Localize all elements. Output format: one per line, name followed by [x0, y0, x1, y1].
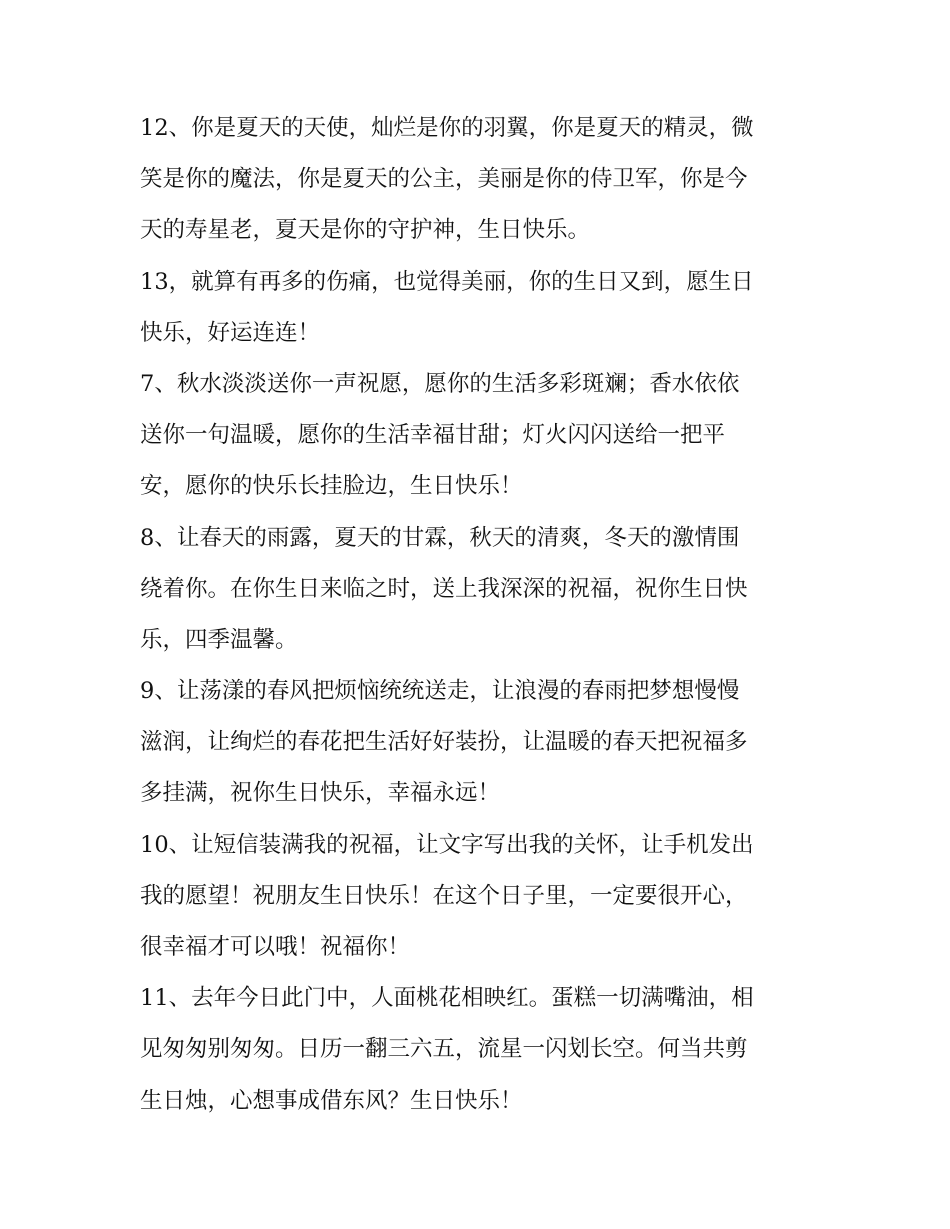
text-line: 生日烛，心想事成借东风？生日快乐！	[140, 1087, 523, 1114]
text-line: 绕着你。在你生日来临之时，送上我深深的祝福，祝你生日快	[140, 575, 748, 602]
text-line: 滋润，让绚烂的春花把生活好好装扮，让温暖的春天把祝福多	[140, 729, 748, 756]
text-line: 乐，四季温馨。	[140, 626, 298, 653]
text-line: 8、让春天的雨露，夏天的甘霖，秋天的清爽，冬天的激情围	[140, 524, 740, 551]
text-line: 12、你是夏天的天使，灿烂是你的羽翼，你是夏天的精灵，微	[140, 115, 754, 141]
text-line: 笑是你的魔法，你是夏天的公主，美丽是你的侍卫军，你是今	[140, 166, 748, 193]
text-line: 很幸福才可以哦！祝福你！	[140, 934, 411, 960]
text-line: 多挂满，祝你生日快乐，幸福永远！	[140, 780, 501, 807]
text-line: 安，愿你的快乐长挂脸边，生日快乐！	[140, 473, 523, 500]
text-line: 10、让短信装满我的祝福，让文字写出我的关怀，让手机发出	[140, 831, 754, 858]
text-line: 13，就算有再多的伤痛，也觉得美丽，你的生日又到，愿生日	[140, 268, 754, 295]
document-body	[140, 103, 812, 1127]
text-line: 7、秋水淡淡送你一声祝愿，愿你的生活多彩斑斓；香水依依	[140, 370, 740, 397]
text-line: 11、去年今日此门中，人面桃花相映红。蛋糕一切满嘴油，相	[140, 985, 754, 1012]
text-line: 我的愿望！祝朋友生日快乐！在这个日子里，一定要很开心，	[140, 882, 748, 909]
text-line: 快乐，好运连连！	[140, 319, 321, 346]
text-line: 9、让荡漾的春风把烦恼统统送走，让浪漫的春雨把梦想慢慢	[140, 678, 740, 705]
text-line: 天的寿星老，夏天是你的守护神，生日快乐。	[140, 217, 591, 244]
text-line: 见匆匆别匆匆。日历一翻三六五，流星一闪划长空。何当共剪	[140, 1036, 748, 1063]
text-line: 送你一句温暖，愿你的生活幸福甘甜；灯火闪闪送给一把平	[140, 422, 726, 449]
